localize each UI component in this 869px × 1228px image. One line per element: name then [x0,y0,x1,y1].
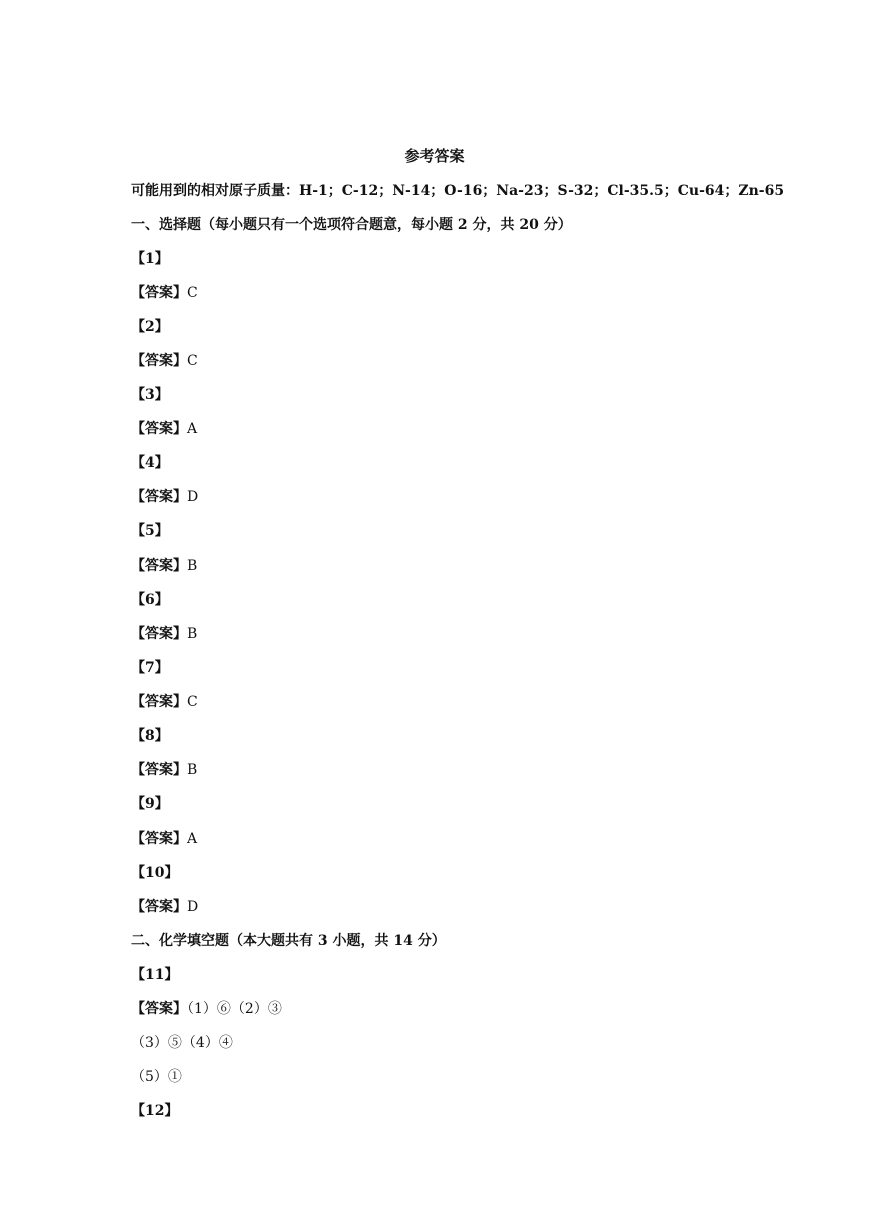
answer-label: 【答案】 [131,762,187,778]
answer-line-5 [131,556,197,576]
answer-line-7 [131,692,198,712]
question-number-3: 【3】 [131,387,169,403]
question-number-5: 【5】 [131,523,169,539]
answer-line-11 [131,999,282,1019]
question-number-8: 【8】 [131,728,169,744]
answer-label: 【答案】 [131,489,187,505]
answer-line-10 [131,897,198,917]
answer-label: 【答案】 [131,421,187,437]
answer-line-3 [131,419,197,439]
answer-value-5: B [187,558,198,574]
answer-value-7: C [187,694,198,710]
answer-label: 【答案】 [131,626,187,642]
atomic-masses-line: 可能用到的相对原子质量：H-1；C-12；N-14；O-16；Na-23；S-32；Cl-35.5；Cu-64；Zn-65 [131,183,785,199]
answer-value-11-part2: （3）⑤（4）④ [131,1035,233,1051]
answer-value-11-part1: （1）⑥（2）③ [187,1001,282,1017]
answer-value-1: C [187,285,198,301]
answer-value-2: C [187,353,198,369]
question-number-9: 【9】 [131,796,169,812]
answer-label: 【答案】 [131,558,187,574]
question-number-2: 【2】 [131,319,169,335]
answer-label: 【答案】 [131,831,187,847]
answer-line-1 [131,283,198,303]
section2-heading: 二、化学填空题（本大题共有 3 小题，共 14 分） [131,933,446,949]
answer-label: 【答案】 [131,353,187,369]
section1-heading: 一、选择题（每小题只有一个选项符合题意，每小题 2 分，共 20 分） [131,217,572,233]
answer-value-6: B [187,626,198,642]
question-number-6: 【6】 [131,592,169,608]
question-number-7: 【7】 [131,660,169,676]
answer-line-8 [131,760,197,780]
answer-label: 【答案】 [131,694,187,710]
answer-value-4: D [187,489,199,505]
answer-value-3: A [187,421,198,437]
answer-value-11-part3: （5）① [131,1069,182,1085]
answer-label: 【答案】 [131,1001,187,1017]
question-number-12: 【12】 [131,1103,179,1119]
answer-value-10: D [187,899,199,915]
question-number-10: 【10】 [131,865,179,881]
question-number-1: 【1】 [131,251,169,267]
answer-line-2 [131,351,198,371]
answer-value-8: B [187,762,198,778]
answer-line-9 [131,829,197,849]
question-number-4: 【4】 [131,455,169,471]
page-title: 参考答案 [404,147,465,165]
answer-label: 【答案】 [131,285,187,301]
answer-line-6 [131,624,197,644]
answer-value-9: A [187,831,198,847]
answer-line-4 [131,487,198,507]
answer-label: 【答案】 [131,899,187,915]
question-number-11: 【11】 [131,967,179,983]
